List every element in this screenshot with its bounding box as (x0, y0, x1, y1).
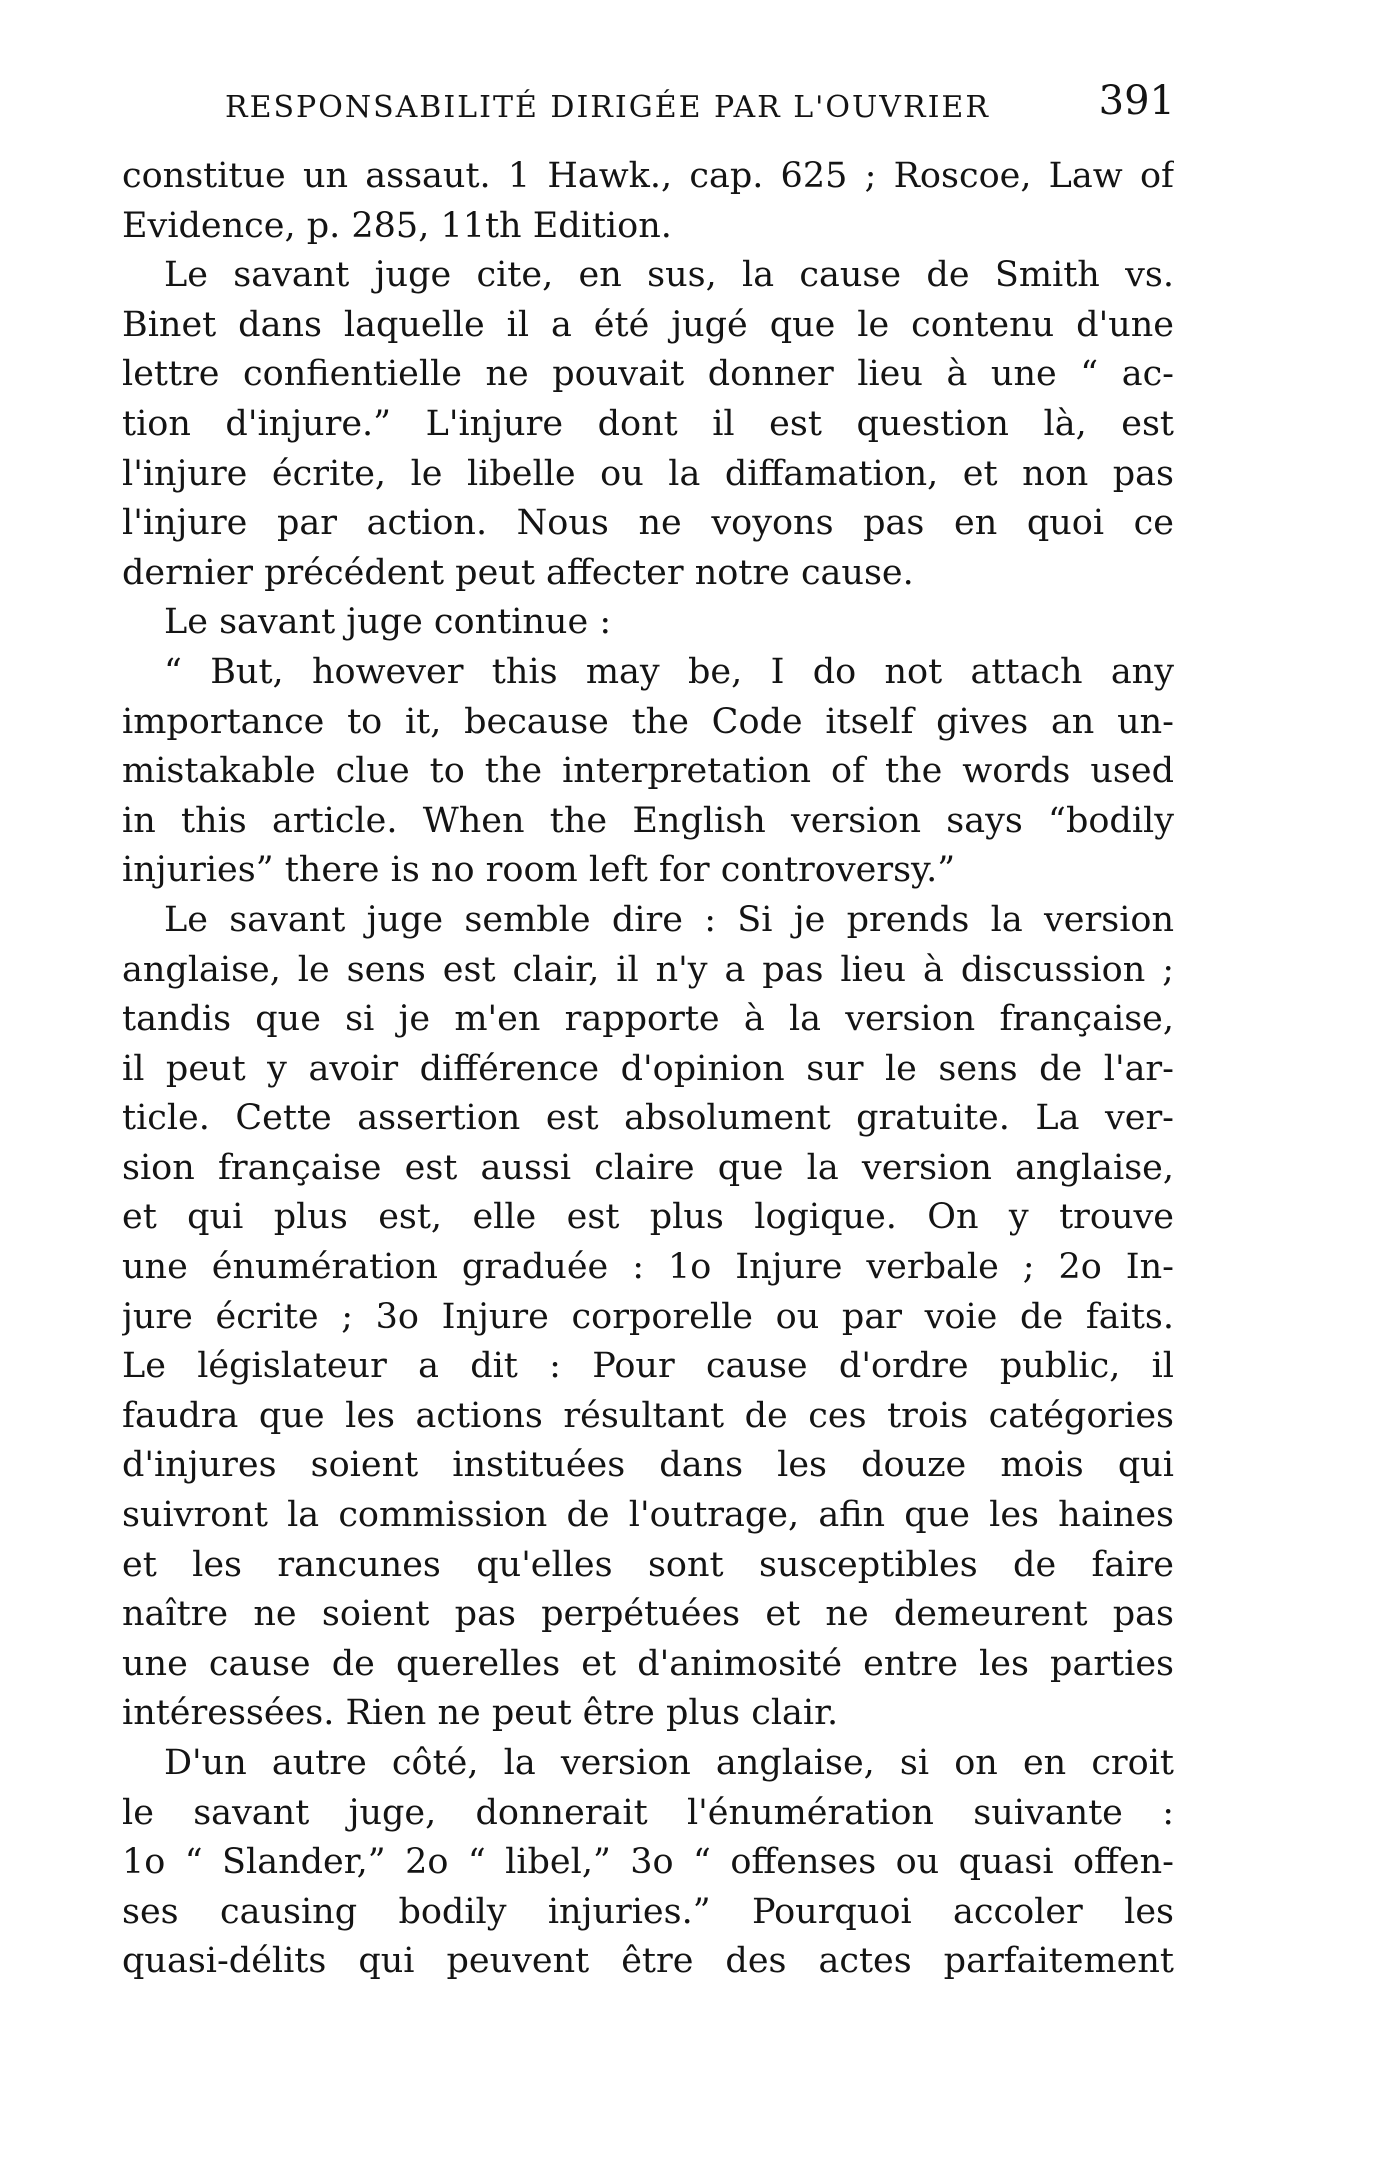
text-line: mistakable clue to the interpretation of the words used (122, 751, 1174, 792)
running-head (225, 78, 1175, 138)
text-line: d'injures soient instituées dans les douze mois qui (122, 1445, 1174, 1486)
text-line: ses causing bodily injuries.” Pourquoi accoler les (122, 1891, 1174, 1932)
text-line: sion française est aussi claire que la version anglaise, (122, 1147, 1174, 1188)
page-number: 391 (1098, 78, 1175, 124)
text-line: tion d'injure.” L'injure dont il est question là, est (122, 403, 1174, 444)
text-line: le savant juge, donnerait l'énumération suivante : (122, 1792, 1174, 1833)
body-text (122, 152, 1174, 1987)
text-line: quasi-délits qui peuvent être des actes parfaitement (122, 1941, 1174, 1982)
text-line: naître ne soient pas perpétuées et ne demeurent pas (122, 1594, 1174, 1635)
text-line: Le savant juge continue : (164, 602, 612, 643)
text-line: et les rancunes qu'elles sont susceptibles de faire (122, 1544, 1174, 1585)
text-line: Evidence, p. 285, 11th Edition. (122, 205, 672, 246)
text-line: importance to it, because the Code itself gives an un- (122, 701, 1174, 742)
text-line: et qui plus est, elle est plus logique. On y trouve (122, 1197, 1174, 1238)
text-line: faudra que les actions résultant de ces trois catégories (122, 1395, 1174, 1436)
text-line: in this article. When the English version says “bodily (122, 800, 1174, 841)
text-line: intéressées. Rien ne peut être plus clair. (122, 1693, 839, 1734)
text-line: Le législateur a dit : Pour cause d'ordre public, il (122, 1346, 1174, 1387)
running-title: RESPONSABILITÉ DIRIGÉE PAR L'OUVRIER (225, 90, 990, 125)
text-line: Le savant juge cite, en sus, la cause de Smith vs. (164, 255, 1174, 296)
text-line: anglaise, le sens est clair, il n'y a pas lieu à discussion ; (122, 949, 1174, 990)
text-line: Le savant juge semble dire : Si je prends la version (164, 899, 1174, 940)
text-line: une énumération graduée : 1o Injure verbale ; 2o In- (122, 1247, 1174, 1288)
text-line: jure écrite ; 3o Injure corporelle ou par voie de faits. (122, 1296, 1174, 1337)
text-line: D'un autre côté, la version anglaise, si on en croit (164, 1743, 1174, 1783)
text-line: dernier précédent peut affecter notre cause. (122, 552, 914, 593)
text-line: Binet dans laquelle il a été jugé que le contenu d'une (122, 304, 1174, 345)
text-line: injuries” there is no room left for controversy.” (122, 850, 956, 891)
text-line: ticle. Cette assertion est absolument gratuite. La ver- (122, 1098, 1174, 1139)
text-line: constitue un assaut. 1 Hawk., cap. 625 ; Roscoe, Law of (122, 156, 1174, 196)
text-line: il peut y avoir différence d'opinion sur le sens de l'ar- (122, 1048, 1174, 1089)
text-line: “ But, however this may be, I do not attach any (164, 651, 1174, 692)
text-line: une cause de querelles et d'animosité entre les parties (122, 1643, 1174, 1684)
text-line: l'injure par action. Nous ne voyons pas en quoi ce (122, 503, 1174, 544)
text-line: tandis que si je m'en rapporte à la version française, (122, 999, 1174, 1040)
text-line: l'injure écrite, le libelle ou la diffamation, et non pas (122, 453, 1174, 494)
text-line: lettre confientielle ne pouvait donner lieu à une “ ac- (122, 354, 1174, 395)
text-line: 1o “ Slander,” 2o “ libel,” 3o “ offenses ou quasi offen- (122, 1842, 1174, 1883)
text-line: suivront la commission de l'outrage, afin que les haines (122, 1495, 1174, 1536)
